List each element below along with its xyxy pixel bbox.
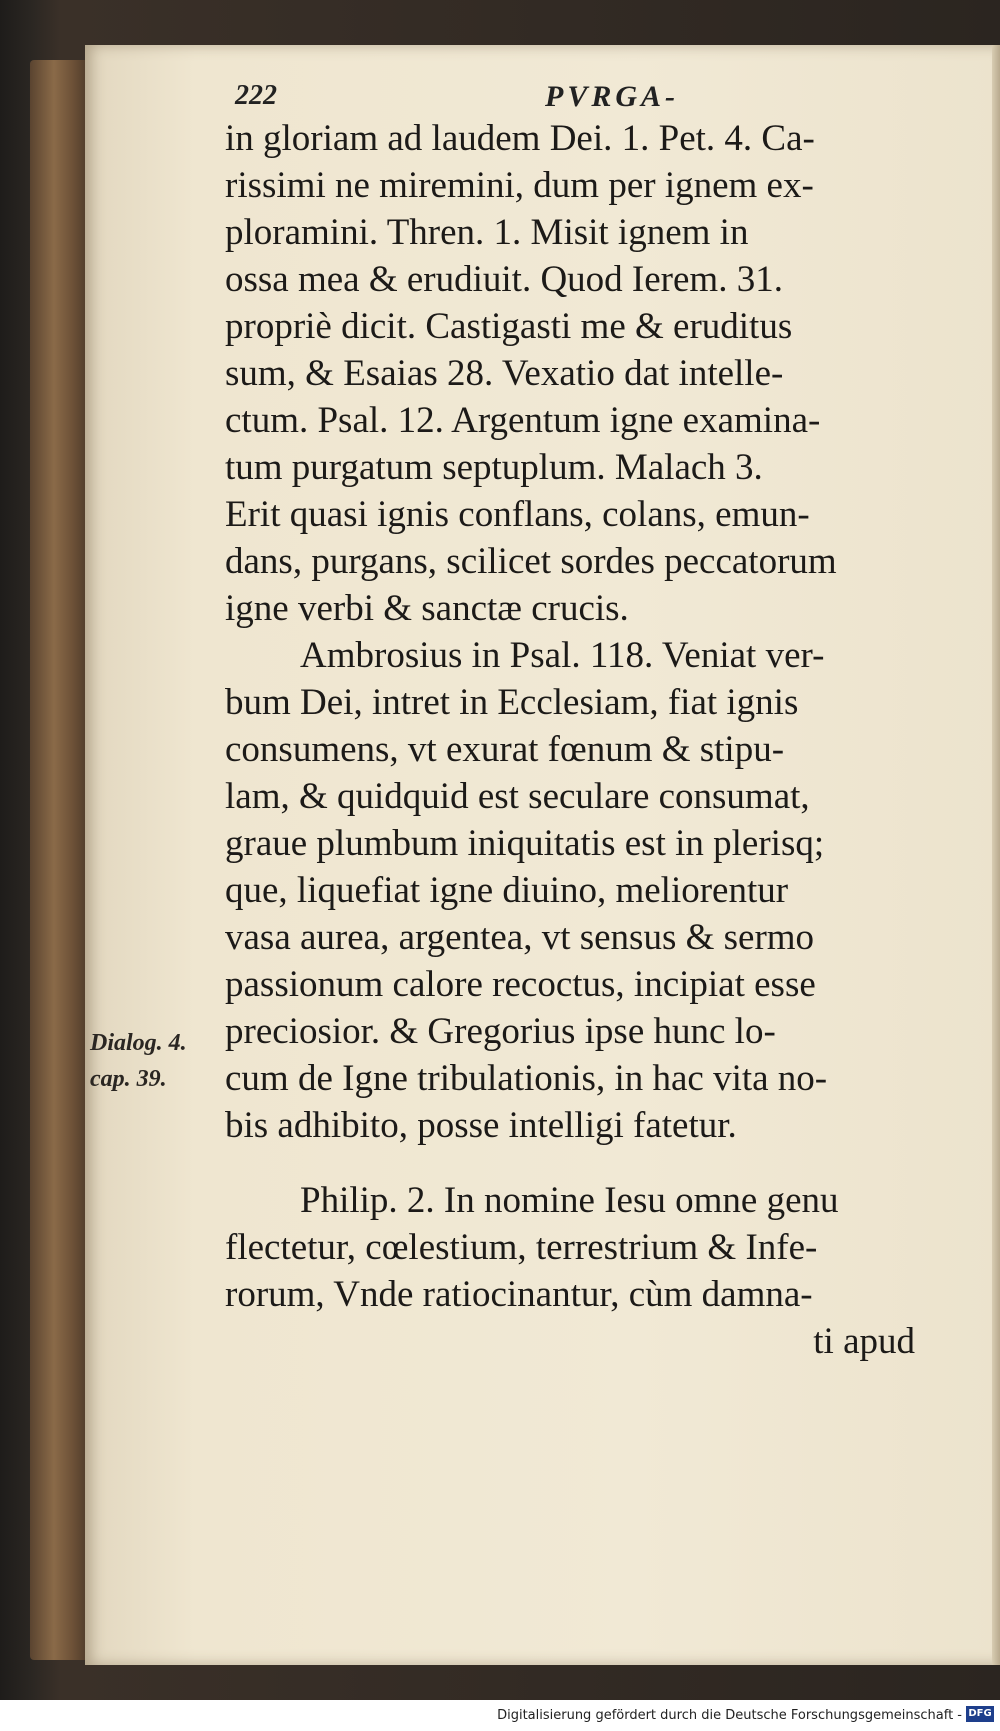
text-line: vasa aurea, argentea, vt sensus & sermo <box>225 917 815 958</box>
paragraph-start-line: Ambrosius in Psal. 118. Veniat ver- <box>300 635 825 676</box>
page-header <box>0 80 1000 120</box>
paragraph-gap <box>225 1149 915 1177</box>
text-line: tum purgatum septuplum. Malach 3. <box>225 447 763 488</box>
text-line: igne verbi & sanctæ crucis. <box>225 588 629 629</box>
text-line: lam, & quidquid est seculare consumat, <box>225 776 810 817</box>
marginal-note: cap. 39. <box>90 1066 167 1092</box>
text-line: passionum calore recoctus, incipiat esse <box>225 964 816 1005</box>
page-edge <box>992 45 1000 1665</box>
text-line: in gloriam ad laudem Dei. 1. Pet. 4. Ca- <box>225 118 815 159</box>
text-line: ploramini. Thren. 1. Misit ignem in <box>225 212 749 253</box>
text-line: que, liquefiat igne diuino, meliorentur <box>225 870 789 911</box>
text-line: rissimi ne miremini, dum per ignem ex- <box>225 165 814 206</box>
text-line: consumens, vt exurat fœnum & stipu- <box>225 729 785 770</box>
text-line: ctum. Psal. 12. Argentum igne examina- <box>225 400 821 441</box>
running-title: PVRGA- <box>545 80 680 113</box>
text-line: bum Dei, intret in Ecclesiam, fiat ignis <box>225 682 799 723</box>
text-line: preciosior. & Gregorius ipse hunc lo- <box>225 1011 776 1052</box>
paragraph-start-line: Philip. 2. In nomine Iesu omne genu <box>300 1180 839 1221</box>
text-line: dans, purgans, scilicet sordes peccatorum <box>225 541 837 582</box>
text-line: graue plumbum iniquitatis est in plerisq; <box>225 823 825 864</box>
marginal-note: Dialog. 4. <box>90 1030 187 1056</box>
text-line: ossa mea & erudiuit. Quod Ierem. 31. <box>225 259 783 300</box>
page-number: 222 <box>235 80 277 111</box>
text-line: sum, & Esaias 28. Vexatio dat intelle- <box>225 353 784 394</box>
text-line: propriè dicit. Castigasti me & eruditus <box>225 306 793 347</box>
catchword-line: ti apud <box>813 1321 915 1362</box>
book-spine <box>30 60 90 1660</box>
text-line: cum de Igne tribulationis, in hac vita no- <box>225 1058 828 1099</box>
dfg-logo-icon: DFG <box>966 1706 994 1722</box>
funding-credit: Digitalisierung gefördert durch die Deutsche Forschungsgemeinschaft - <box>497 1708 962 1723</box>
text-line: flectetur, cœlestium, terrestrium & Infe- <box>225 1227 818 1268</box>
text-line: Erit quasi ignis conflans, colans, emun- <box>225 494 810 535</box>
text-line: bis adhibito, posse intelligi fatetur. <box>225 1105 737 1146</box>
text-line: rorum, Vnde ratiocinantur, cùm damna- <box>225 1274 813 1315</box>
body-text <box>225 115 915 1365</box>
footer-bar <box>0 1700 1000 1731</box>
